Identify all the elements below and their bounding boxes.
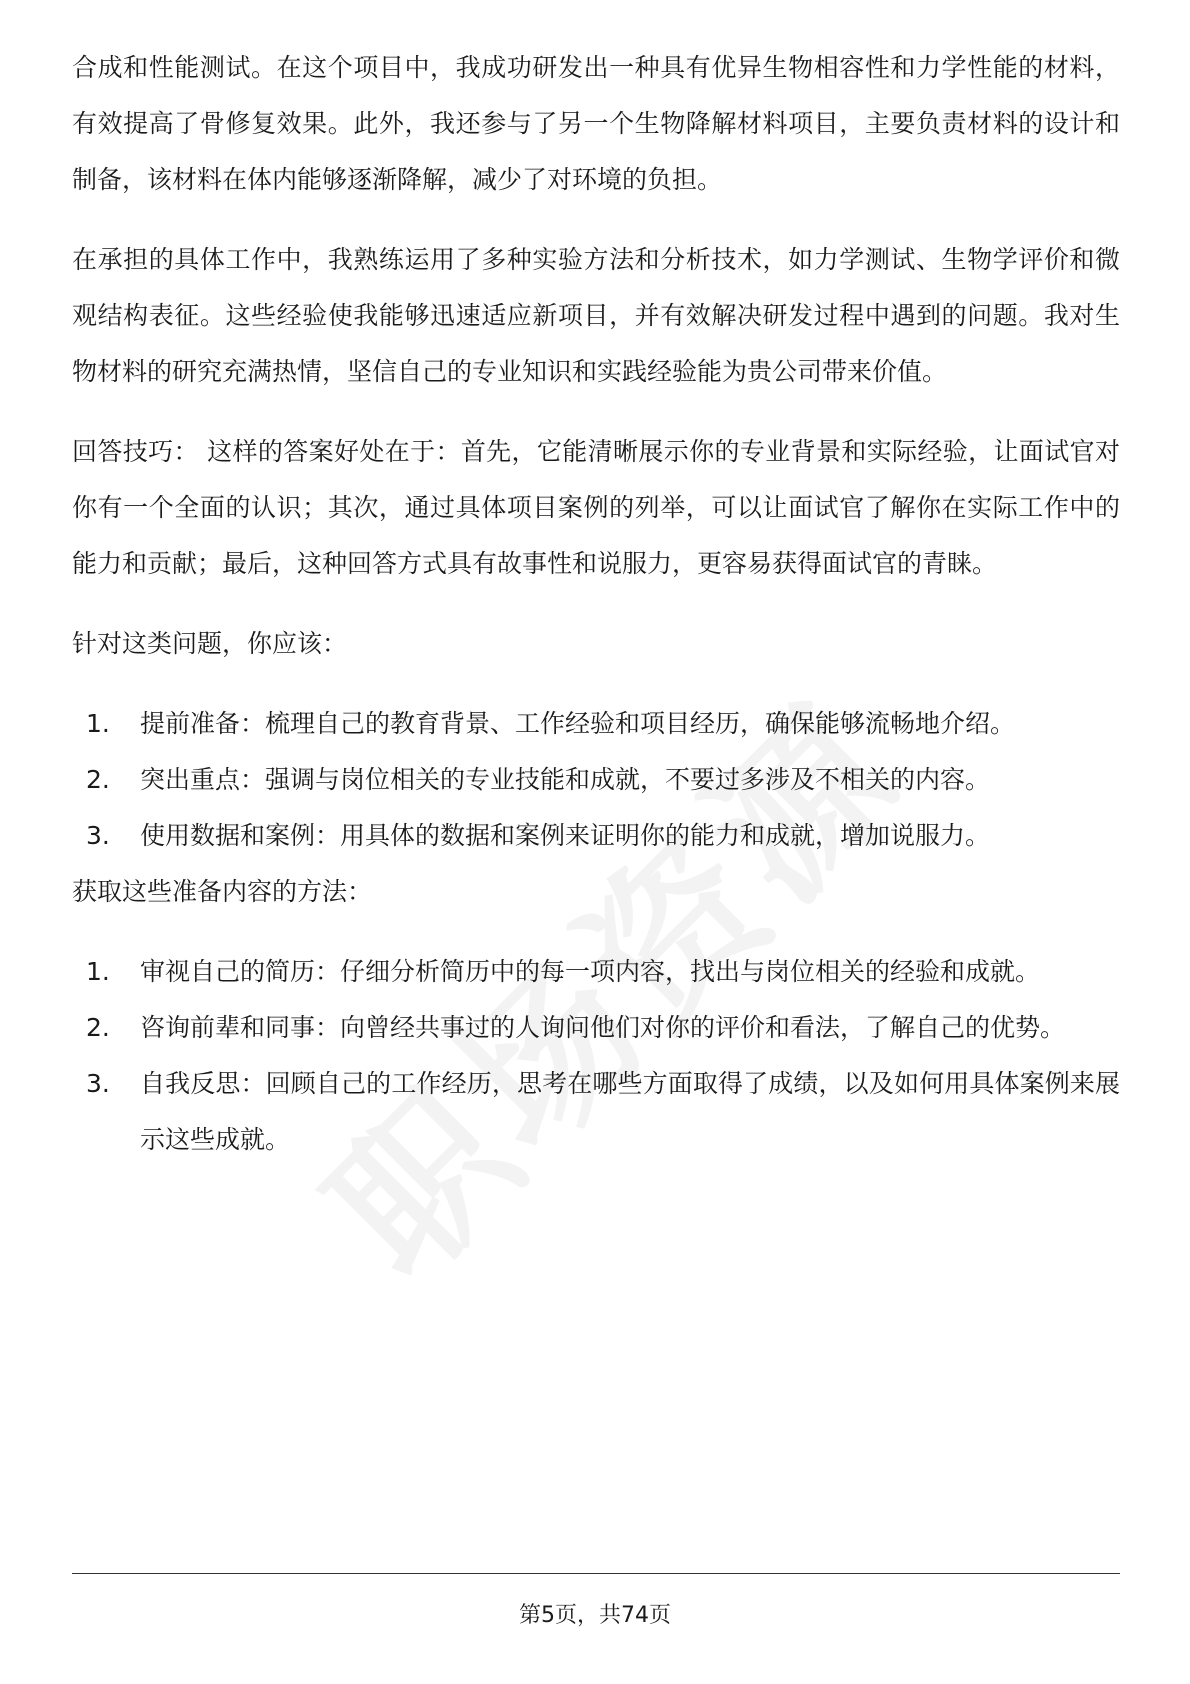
paragraph-answer-tips: 回答技巧： 这样的答案好处在于：首先，它能清晰展示你的专业背景和实际经验，让面试官对你有一个全面的认识；其次，通过具体项目案例的列举，可以让面试官了解你在实际工作中的能力和贡献；最后，这种回答方式具有故事性和说服力，更容易获得面试官的青睐。 bbox=[72, 437, 1120, 578]
advice-list bbox=[72, 696, 1120, 864]
list-item bbox=[86, 1056, 1120, 1168]
paragraph-advice-heading: 针对这类问题，你应该： bbox=[72, 629, 348, 658]
page-number: 第5页，共74页 bbox=[519, 1603, 671, 1628]
list-number: 3. bbox=[86, 1069, 110, 1098]
methods-list bbox=[72, 944, 1120, 1168]
list-item-text: 自我反思：回顾自己的工作经历，思考在哪些方面取得了成绩，以及如何用具体案例来展示这些成就。 bbox=[140, 1069, 1120, 1154]
list-item-text: 咨询前辈和同事：向曾经共事过的人询问他们对你的评价和看法，了解自己的优势。 bbox=[140, 1013, 1066, 1042]
list-number: 2. bbox=[86, 765, 110, 794]
list-item-text: 使用数据和案例：用具体的数据和案例来证明你的能力和成就，增加说服力。 bbox=[140, 821, 991, 850]
list-item-text: 提前准备：梳理自己的教育背景、工作经验和项目经历，确保能够流畅地介绍。 bbox=[140, 709, 1016, 738]
list-number: 1. bbox=[86, 957, 110, 986]
list-item bbox=[86, 944, 1120, 1000]
list-item bbox=[86, 696, 1120, 752]
list-number: 1. bbox=[86, 709, 110, 738]
list-item-text: 突出重点：强调与岗位相关的专业技能和成就，不要过多涉及不相关的内容。 bbox=[140, 765, 991, 794]
list-item bbox=[86, 752, 1120, 808]
page-content bbox=[72, 40, 1120, 1168]
paragraph-skills: 在承担的具体工作中，我熟练运用了多种实验方法和分析技术，如力学测试、生物学评价和微观结构表征。这些经验使我能够迅速适应新项目，并有效解决研发过程中遇到的问题。我对生物材料的研究充满热情，坚信自己的专业知识和实践经验能为贵公司带来价值。 bbox=[72, 245, 1120, 386]
section-heading-methods: 获取这些准备内容的方法： bbox=[72, 877, 373, 906]
list-item bbox=[86, 808, 1120, 864]
paragraph-intro-continued: 合成和性能测试。在这个项目中，我成功研发出一种具有优异生物相容性和力学性能的材料，有效提高了骨修复效果。此外，我还参与了另一个生物降解材料项目，主要负责材料的设计和制备，该材料在体内能够逐渐降解，减少了对环境的负担。 bbox=[72, 53, 1120, 194]
list-number: 2. bbox=[86, 1013, 110, 1042]
footer-divider bbox=[72, 1573, 1120, 1574]
list-item bbox=[86, 1000, 1120, 1056]
list-item-text: 审视自己的简历：仔细分析简历中的每一项内容，找出与岗位相关的经验和成就。 bbox=[140, 957, 1041, 986]
list-number: 3. bbox=[86, 821, 110, 850]
